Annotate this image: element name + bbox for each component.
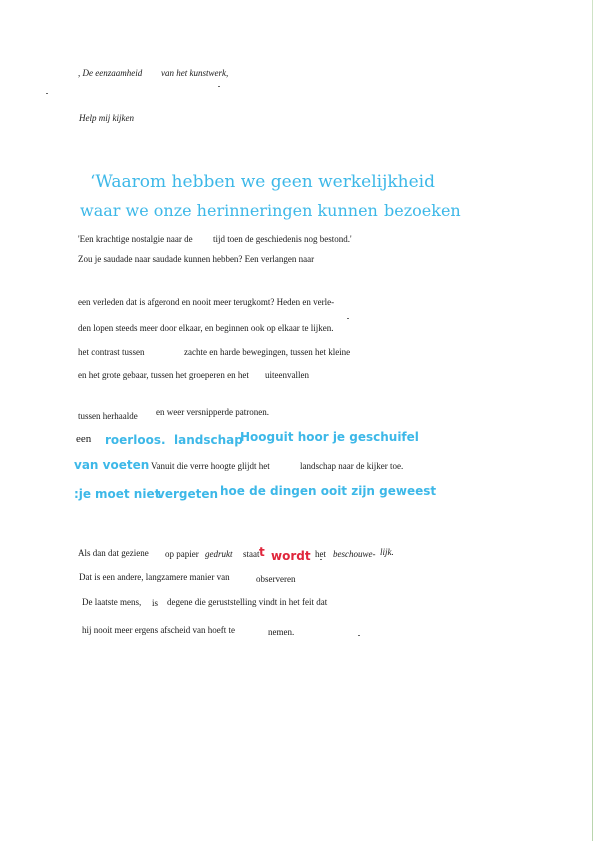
body-b-line1-b: op papier bbox=[165, 549, 199, 559]
mixed-vergeten: vergeten bbox=[157, 487, 219, 501]
body-b-line1-a: Als dan dat geziene bbox=[78, 548, 149, 558]
body-a-line6-a: en het grote gebaar, tussen het groeperen en het bbox=[78, 370, 249, 380]
body-b-line4-a: hij nooit meer ergens afscheid van hoeft te bbox=[82, 625, 236, 635]
mixed-landschap: landschap bbox=[174, 433, 243, 447]
headline-line1: ‘Waarom hebben we geen werkelijkheid bbox=[90, 172, 435, 192]
header-line1-a: , De eenzaamheid bbox=[78, 68, 143, 78]
body-a-line7-a: tussen herhaalde bbox=[78, 411, 138, 421]
body-a-line5-a: het contrast tussen bbox=[78, 347, 145, 357]
paper-speck bbox=[347, 318, 349, 319]
body-b-line2-b: observeren bbox=[256, 574, 296, 584]
body-b-line4-b: nemen. bbox=[268, 627, 295, 637]
body-b-red-wordt: wordt bbox=[271, 549, 311, 563]
body-b-line1-f: beschouwe- bbox=[333, 549, 376, 559]
body-b-line3-c: degene die geruststelling vindt in het feit dat bbox=[167, 597, 328, 607]
body-b-line3-a: De laatste mens, bbox=[82, 597, 142, 607]
mixed-moet-niet: moet niet bbox=[95, 487, 161, 501]
mixed-hoe: hoe de dingen ooit zijn geweest bbox=[220, 484, 437, 498]
mixed-landschap2: landschap naar de kijker toe. bbox=[300, 461, 404, 471]
body-b-line1-c: gedrukt bbox=[205, 549, 233, 559]
paper-speck bbox=[358, 635, 360, 636]
paper-speck bbox=[46, 93, 48, 94]
mixed-een: een bbox=[76, 433, 92, 445]
header-line2: Help mij kijken bbox=[79, 113, 134, 123]
body-b-line1-d: staat bbox=[243, 549, 260, 559]
header-line1-b: van het kunstwerk, bbox=[161, 68, 229, 78]
paper-speck bbox=[218, 86, 220, 87]
body-a-line1-a: 'Een krachtige nostalgie naar de bbox=[78, 234, 193, 244]
mixed-hooguit: Hooguit hoor je geschuifel bbox=[240, 430, 419, 444]
body-a-line2: Zou je saudade naar saudade kunnen hebben? Een verlangen naar bbox=[78, 254, 315, 264]
mixed-roerloos: roerloos. bbox=[105, 433, 166, 447]
page-edge bbox=[592, 0, 593, 841]
mixed-je: :je bbox=[74, 487, 92, 501]
body-b-line2-a: Dat is een andere, langzamere manier van bbox=[79, 572, 230, 582]
headline-line2-a: waar we onze herinneringen kunnen bbox=[80, 201, 378, 220]
body-b-line1-e: het bbox=[315, 549, 326, 559]
body-a-line4: den lopen steeds meer door elkaar, en beginnen ook op elkaar te lijken. bbox=[78, 323, 334, 333]
paper-speck bbox=[320, 559, 322, 560]
body-b-line3-b: is bbox=[152, 598, 159, 608]
mixed-van-voeten: van voeten bbox=[74, 458, 150, 472]
body-b-line1-g: lijk. bbox=[380, 547, 394, 557]
body-a-line5-b: zachte en harde bewegingen, tussen het kleine bbox=[184, 347, 351, 357]
body-a-line3: een verleden dat is afgerond en nooit meer terugkomt? Heden en verle- bbox=[78, 297, 335, 307]
body-a-line1-b: tijd toen de geschiedenis nog bestond.' bbox=[213, 234, 352, 244]
body-a-line7-b: en weer versnipperde patronen. bbox=[156, 407, 269, 417]
headline-line2-b: bezoeken bbox=[384, 201, 461, 220]
body-a-line6-b: uiteenvallen bbox=[265, 370, 309, 380]
body-b-red-t: t bbox=[259, 545, 265, 559]
mixed-vanuit: Vanuit die verre hoogte glijdt het bbox=[151, 461, 270, 471]
